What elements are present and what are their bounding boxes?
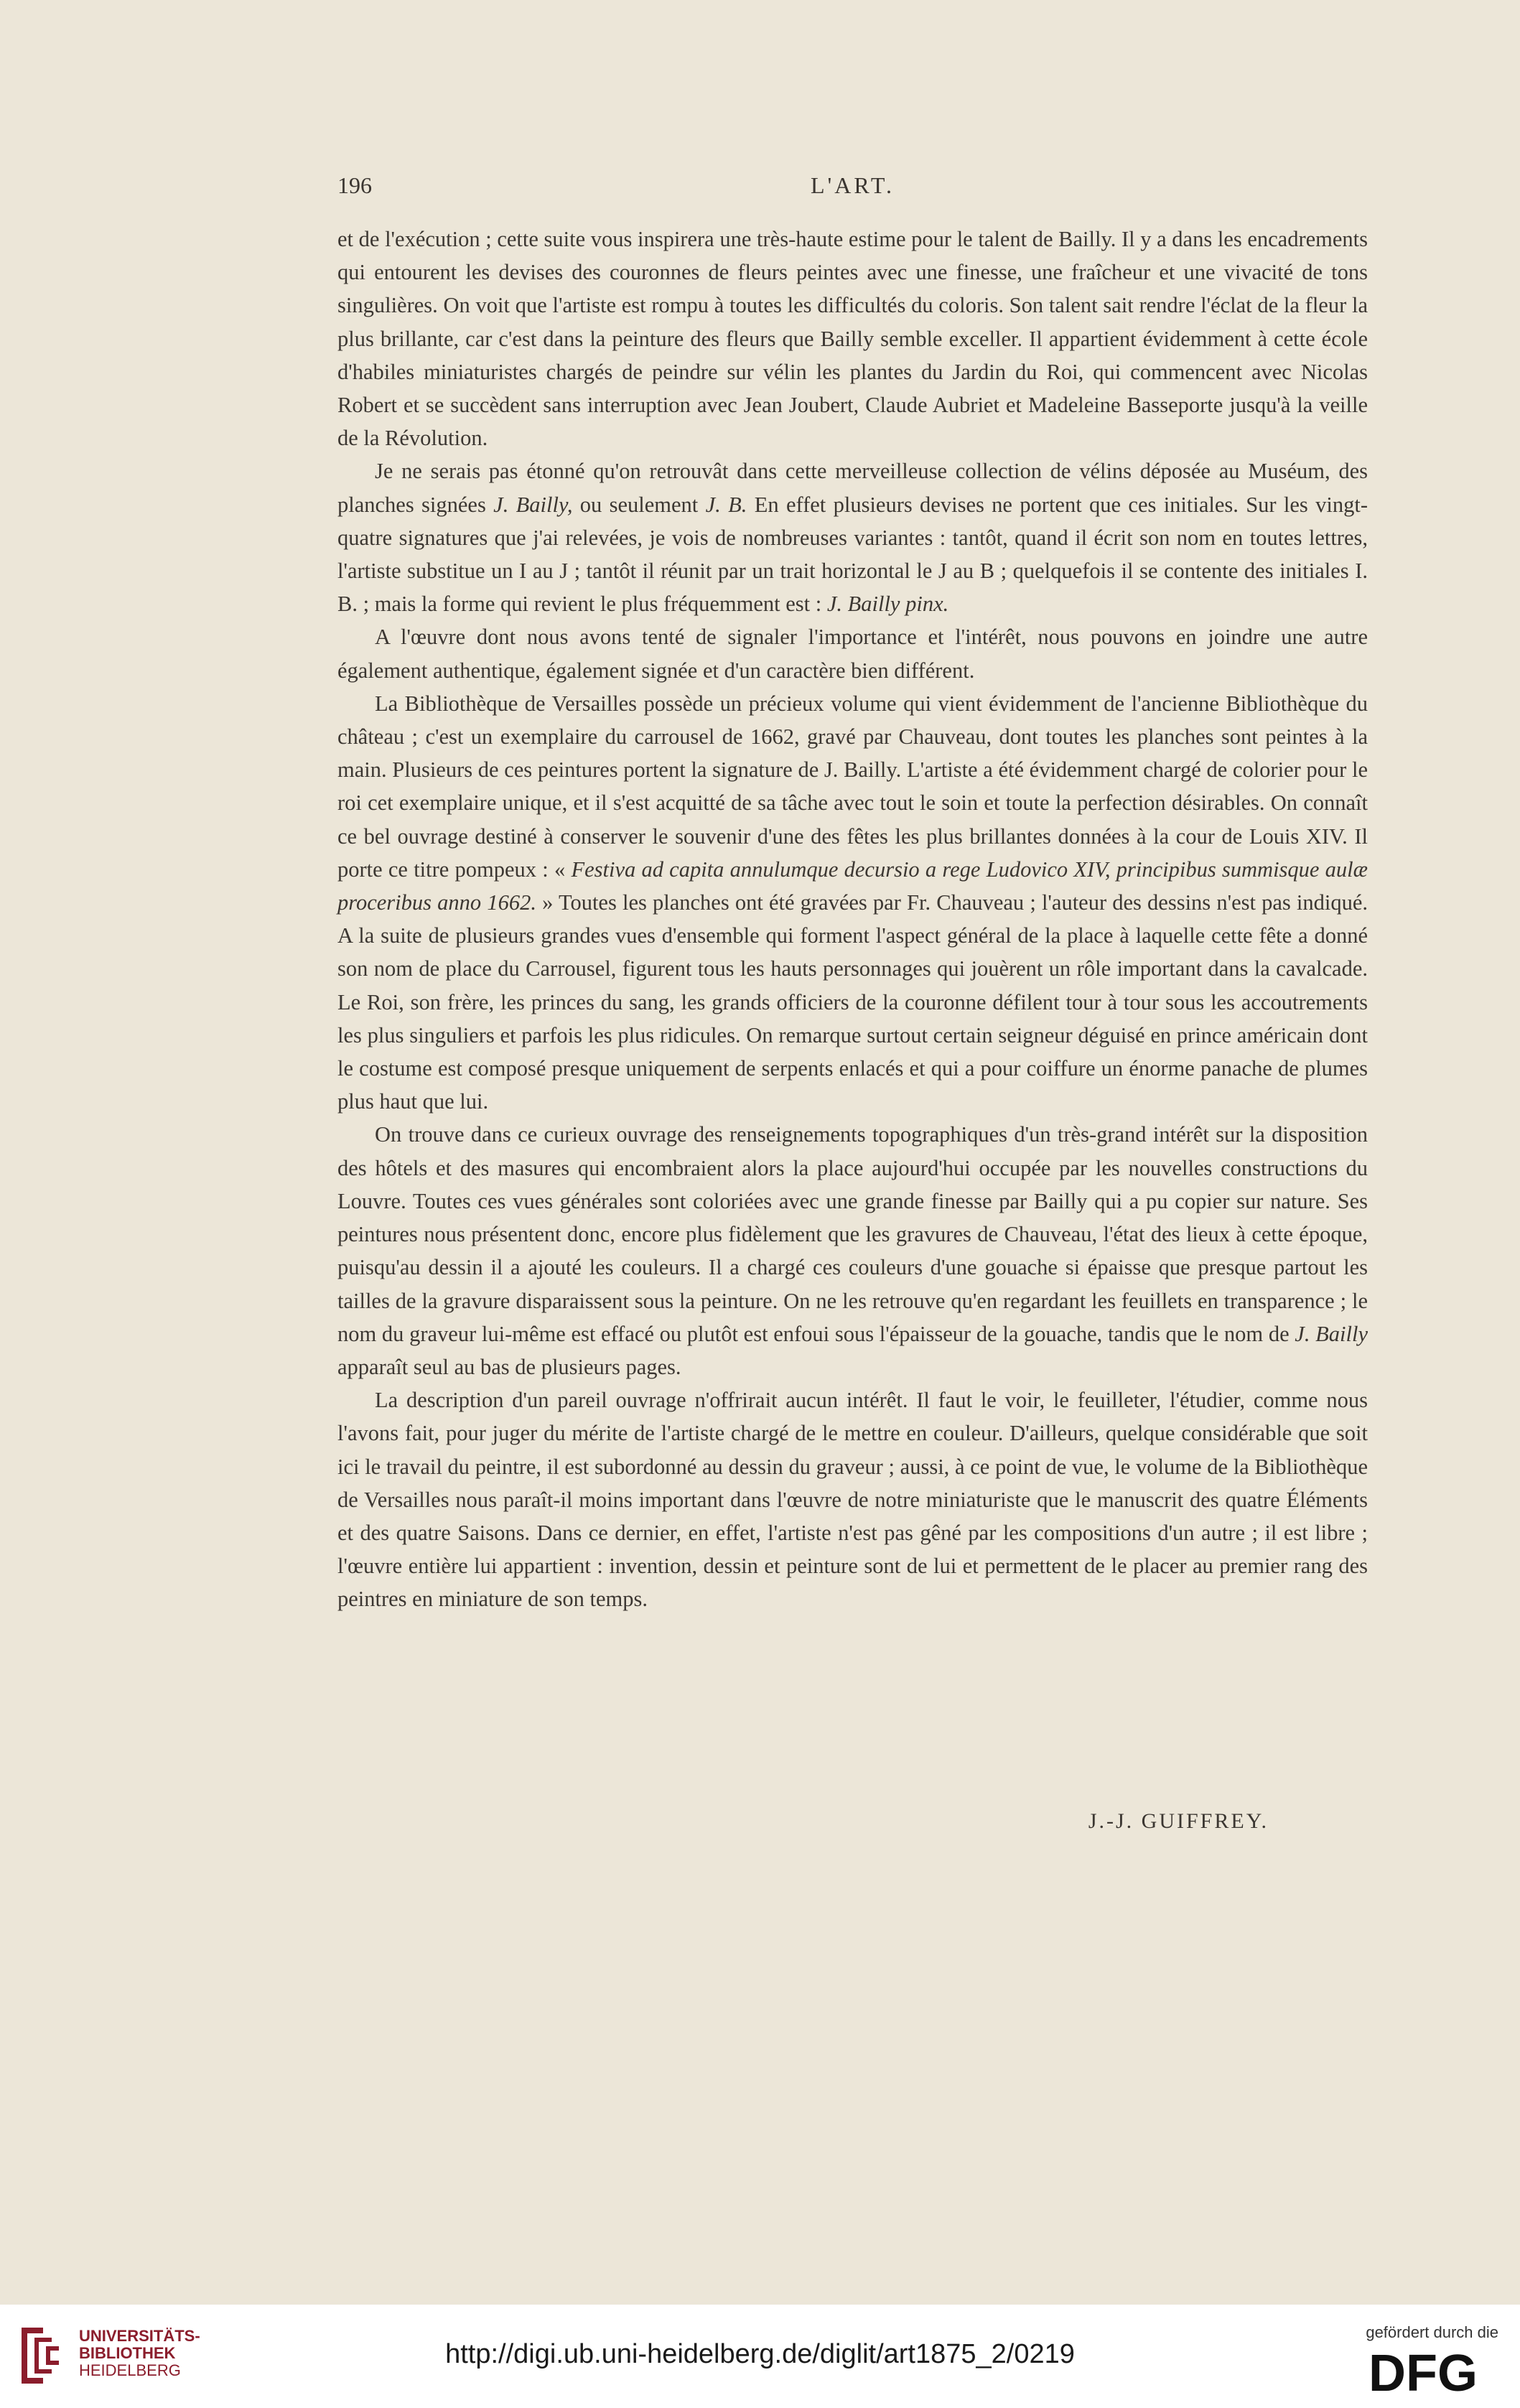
italic-text: J. B. <box>705 492 747 517</box>
running-title: L'ART. <box>810 172 895 198</box>
paragraph <box>337 1118 1368 1383</box>
library-name-line: BIBLIOTHEK <box>79 2344 176 2362</box>
text-run: On trouve dans ce curieux ouvrage des renseignements topographiques d'un très-grand intérêt sur la disposition des hôtels et des masures qui encombraient alors la place aujourd'hui occupée par les nouvelles constructions du Louvre. Toutes ces vues générales sont coloriées avec une grande finesse par Bailly qui a pu copier sur nature. Ses peintures nous présentent donc, encore plus fidèlement que les gravures de Chauveau, l'état des lieux à cette époque, puisqu'au dessin il a ajouté les couleurs. Il a chargé ces couleurs d'une gouache si épaisse que presque partout les tailles de la gravure disparaissent sous la peinture. On ne les retrouve qu'en regardant les feuillets en transparence ; le nom du graveur lui-même est effacé ou plutôt est enfoui sous l'épaisseur de la gouache, tandis que le nom de <box>337 1122 1368 1346</box>
viewer-footer <box>0 2305 1520 2408</box>
dfg-logo-text: DFG <box>1369 2346 1478 2397</box>
text-run: » Toutes les planches ont été gravées par Fr. Chauveau ; l'auteur des dessins n'est pas indiqué. A la suite de plusieurs grandes vues d'ensemble qui forment l'aspect général de la place à laquelle cette fête a donné son nom de place du Carrousel, figurent tous les hauts personnages qui jouèrent un rôle important dans la cavalcade. Le Roi, son frère, les princes du sang, les grands officiers de la couronne défilent tour à tour sous les accoutrements les plus singuliers et parfois les plus ridicules. On remarque surtout certain seigneur déguisé en prince américain dont le costume est composé presque uniquement de serpents enlacés et qui a pour coiffure un énorme panache de plumes plus haut que lui. <box>337 890 1369 1114</box>
funding-label: gefördert durch die <box>1366 2323 1498 2341</box>
text-run: Je ne serais pas étonné qu'on retrouvât dans cette merveilleuse collection de vélins déposée au Muséum, des planches signées <box>337 459 1368 517</box>
italic-text: Festiva ad capita annulumque decursio a rege Ludovico XIV, principibus summisque aulæ proceribus anno 1662. <box>337 857 1369 915</box>
text-run: apparaît seul au bas de plusieurs pages. <box>337 1354 681 1379</box>
paragraph <box>337 454 1368 620</box>
paragraph <box>337 620 1368 686</box>
text-run: La description d'un pareil ouvrage n'offrirait aucun intérêt. Il faut le voir, le feuilleter, l'étudier, comme nous l'avons fait, pour juger du mérite de l'artiste chargé de le mettre en couleur. D'ailleurs, quelque considérable que soit ici le travail du peintre, il est subordonné au dessin du graveur ; aussi, à ce point de vue, le volume de la Bibliothèque de Versailles nous paraît-il moins important dans l'œuvre de notre miniaturiste que le manuscrit des quatre Éléments et des quatre Saisons. Dans ce dernier, en effet, l'artiste n'est pas gêné par les compositions d'un autre ; il est libre ; l'œuvre entière lui appartient : invention, dessin et peinture sont de lui et permettent de le placer au premier rang des peintres en miniature de son temps. <box>337 1388 1368 1612</box>
text-run: et de l'exécution ; cette suite vous inspirera une très-haute estime pour le talent de Bailly. Il y a dans les encadrements qui entourent les devises des couronnes de fleurs peintes avec une finesse, une fraîcheur et une vivacité de tons singulières. On voit que l'artiste est rompu à toutes les difficultés du coloris. Son talent sait rendre l'éclat de la fleur la plus brillante, car c'est dans la peinture des fleurs que Bailly semble exceller. Il appartient évidemment à cette école d'habiles miniaturistes chargés de peindre sur vélin les plantes du Jardin du Roi, qui commencent avec Nicolas Robert et se succèdent sans interruption avec Jean Joubert, Claude Aubriet et Madeleine Basseporte jusqu'à la veille de la Révolution. <box>337 227 1368 451</box>
permalink-url[interactable]: http://digi.ub.uni-heidelberg.de/diglit/art1875_2/0219 <box>445 2339 1075 2369</box>
text-run: En effet plusieurs devises ne portent que ces initiales. Sur les vingt-quatre signatures que j'ai relevées, je vois de nombreuses variantes : tantôt, quand il écrit son nom en toutes lettres, l'artiste substitue un I au J ; tantôt il réunit par un trait horizontal le J au B ; quelquefois il se contente des initiales I. B. ; mais la forme qui revient le plus fréquemment est : <box>337 492 1368 617</box>
page-header <box>337 172 1368 208</box>
dfg-logo-icon <box>1348 2346 1498 2397</box>
text-run: ou seulement <box>572 492 706 517</box>
italic-text: J. Bailly <box>1295 1321 1368 1346</box>
article-body <box>337 223 1368 1616</box>
library-name-line: HEIDELBERG <box>79 2361 181 2379</box>
text-run: La Bibliothèque de Versailles possède un précieux volume qui vient évidemment de l'ancienne Bibliothèque du château ; c'est un exemplaire du carrousel de 1662, gravé par Chauveau, dont toutes les planches sont peintes à la main. Plusieurs de ces peintures portent la signature de J. Bailly. L'artiste a été évidemment chargé de colorier pour le roi cet exemplaire unique, et il s'est acquitté de sa tâche avec tout le soin et toute la perfection désirables. On connaît ce bel ouvrage destiné à conserver le souvenir d'une des fêtes les plus brillantes données à la cour de Louis XIV. Il porte ce titre pompeux : « <box>337 691 1368 882</box>
text-run: A l'œuvre dont nous avons tenté de signaler l'importance et l'intérêt, nous pouvons en joindre une autre également authentique, également signée et d'un caractère bien différent. <box>337 625 1368 683</box>
library-name-line: UNIVERSITÄTS- <box>79 2327 200 2345</box>
italic-text: J. Bailly, <box>493 492 573 517</box>
paragraph <box>337 687 1368 1119</box>
author-signature: J.-J. GUIFFREY. <box>1088 1809 1269 1833</box>
italic-text: J. Bailly pinx. <box>826 592 949 617</box>
page-number: 196 <box>337 172 372 198</box>
paragraph <box>337 1383 1368 1615</box>
paragraph <box>337 223 1368 454</box>
